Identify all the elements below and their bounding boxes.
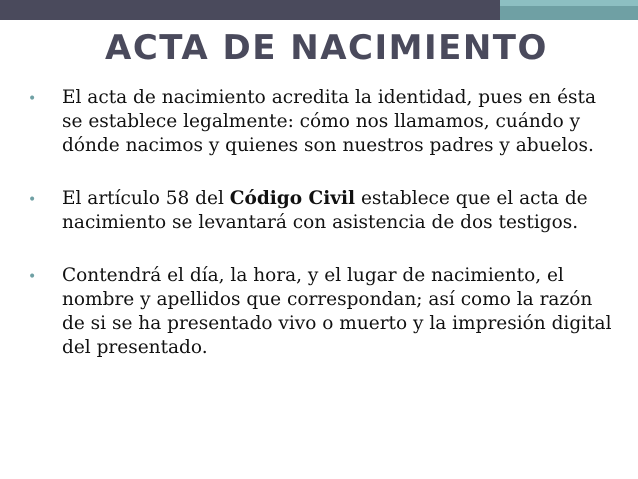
bullet-item-2 [28, 187, 612, 235]
bullet-text-bold: Código Civil [229, 188, 356, 209]
top-bar-accent-highlight [500, 0, 638, 6]
top-decorative-bar [0, 0, 638, 20]
bullet-text: El acta de nacimiento acredita la identidad, pues en ésta se establece legalmente: cómo nos llamamos, cuándo y dónde nacimos y quienes son nuestros padres y abuelos. [62, 87, 596, 156]
bullet-marker: • [28, 91, 37, 107]
bullet-list [28, 86, 612, 360]
slide-title: ACTA DE NACIMIENTO [105, 28, 548, 68]
bullet-marker: • [28, 192, 37, 208]
bullet-text: Contendrá el día, la hora, y el lugar de nacimiento, el nombre y apellidos que correspondan; así como la razón de si se ha presentado vivo o muerto y la impresión digital del presentado. [62, 265, 612, 358]
top-bar-dark-segment [0, 0, 500, 20]
bullet-text-after: establece que el acta de nacimiento se levantará con asistencia de dos testigos. [62, 188, 588, 233]
bullet-marker: • [28, 269, 37, 285]
bullet-text-before: El artículo 58 del [62, 188, 230, 209]
bullet-item-3 [28, 264, 612, 360]
bullet-item-1 [28, 86, 612, 158]
